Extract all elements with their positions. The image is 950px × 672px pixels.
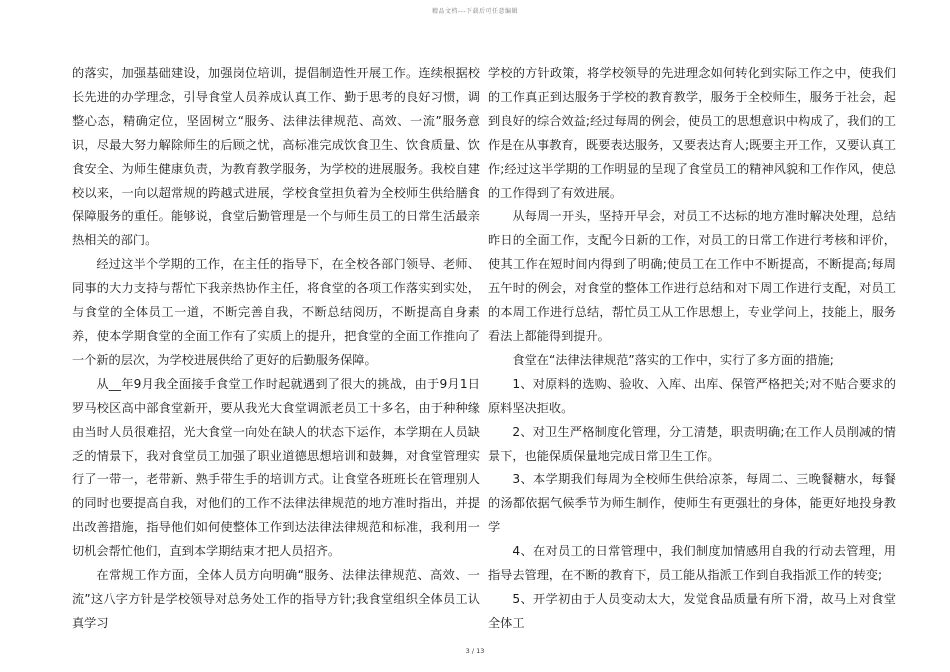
page-number: 3 / 13: [465, 647, 485, 655]
page-header: 精品文档---下载后可任意编辑: [432, 8, 518, 15]
right-column: [488, 62, 896, 636]
paragraph: 食堂在“法律法律规范”落实的工作中，实行了多方面的措施;: [512, 352, 834, 367]
left-column: [72, 62, 480, 636]
paragraph: 从每周一开头，坚持开早会，对员工不达标的地方准时解决处理，总结昨日的全面工作，支配今日新的工作，对员工的日常工作进行考核和评价，使其工作在短时间内得到了明确;使员工在工作中不断提高，不断提高;每周五午时的例会，对食堂的整体工作进行总结和对下周工作进行支配，对员工的本周工作进行总结，帮忙员工从工作思想上，专业学问上，技能上，服务看法上都能得到提升。: [488, 209, 896, 343]
paragraph: 经过这半个学期的工作，在主任的指导下，在全校各部门领导、老师、同事的大力支持与帮忙下我亲热协作主任，将食堂的各项工作落实到实处，与食堂的全体员工一道，不断完善自我，不断总结阅历，不断提高自身素养，使本学期食堂的全面工作有了实质上的提升，把食堂的全面工作推向了一个新的层次，为学校进展供给了更好的后勤服务保障。: [72, 257, 480, 367]
paragraph: 4、在对员工的日常管理中，我们制度加情感用自我的行动去管理，用指导去管理，在不断的教育下，员工能从指派工作到自我指派工作的转变;: [488, 544, 896, 583]
paragraph: 学校的方针政策，将学校领导的先进理念如何转化到实际工作之中，使我们的工作真正到达服务于学校的教育教学，服务于全校师生，服务于社会，起到良好的综合效益;经过每周的例会，使员工的思想意识中构成了，我们的工作是在从事教育，既要表达服务，又要表达育人;既要主开工作，又要认真工作;经过这半学期的工作明显的呈现了食堂员工的精神风貌和工作作风，使总的工作得到了有效进展。: [488, 66, 896, 200]
paragraph: 1、对原料的选购、验收、入库、出库、保管严格把关;对不贴合要求的原料坚决拒收。: [488, 376, 896, 415]
paragraph: 在常规工作方面，全体人员方向明确“服务、法律法律规范、高效、一流”这八字方针是学校领导对总务处工作的指导方针;我食堂组织全体员工认真学习: [72, 568, 480, 630]
paragraph: 3、本学期我们每周为全校师生供给凉茶，每周二、三晚餐糖水，每餐的汤都依据气候季节为师生制作，使师生有更强壮的身体，能更好地投身教学: [488, 472, 896, 535]
paragraph: 从__年9月我全面接手食堂工作时起就遇到了很大的挑战，由于9月1日罗马校区高中部食堂新开，要从我光大食堂调派老员工十多名，由于种种缘由当时人员很难招，光大食堂一向处在缺人的状态下运作，本学期在人员缺乏的情景下，我对食堂员工加强了职业道德思想培训和鼓舞，对食堂管理实行了一带一，老带新、熟手带生手的培训方式。让食堂各班班长在管理别人的同时也要提高自我，对他们的工作不法律法律规范的地方准时指出，并提出改善措施，指导他们如何使整体工作到达法律法律规范和标准，我利用一切机会帮忙他们，直到本学期结束才把人员招齐。: [72, 376, 480, 559]
paragraph: 5、开学初由于人员变动太大，发觉食品质量有所下滑，故马上对食堂全体工: [488, 591, 896, 630]
paragraph: 的落实，加强基础建设，加强岗位培训，提倡制造性开展工作。连续根据校长先进的办学理念，引导食堂人员养成认真工作、勤于思考的良好习惯，调整心态，精确定位，坚固树立“服务、法律法律规范、高效、一流”服务意识，尽最大努力解除师生的后顾之忧，高标准完成饮食卫生、饮食质量、饮食安全、为师生健康负责，为教育教学服务，为学校的进展服务。我校自建校以来，一向以超常规的跨越式进展，学校食堂担负着为全校师生供给膳食保障服务的重任。能够说，食堂后勤管理是一个与师生员工的日常生活最亲热相关的部门。: [72, 66, 480, 248]
paragraph: 2、对卫生严格制度化管理，分工清楚，职责明确;在工作人员削减的情景下，也能保质保量地完成日常卫生工作。: [488, 424, 896, 463]
